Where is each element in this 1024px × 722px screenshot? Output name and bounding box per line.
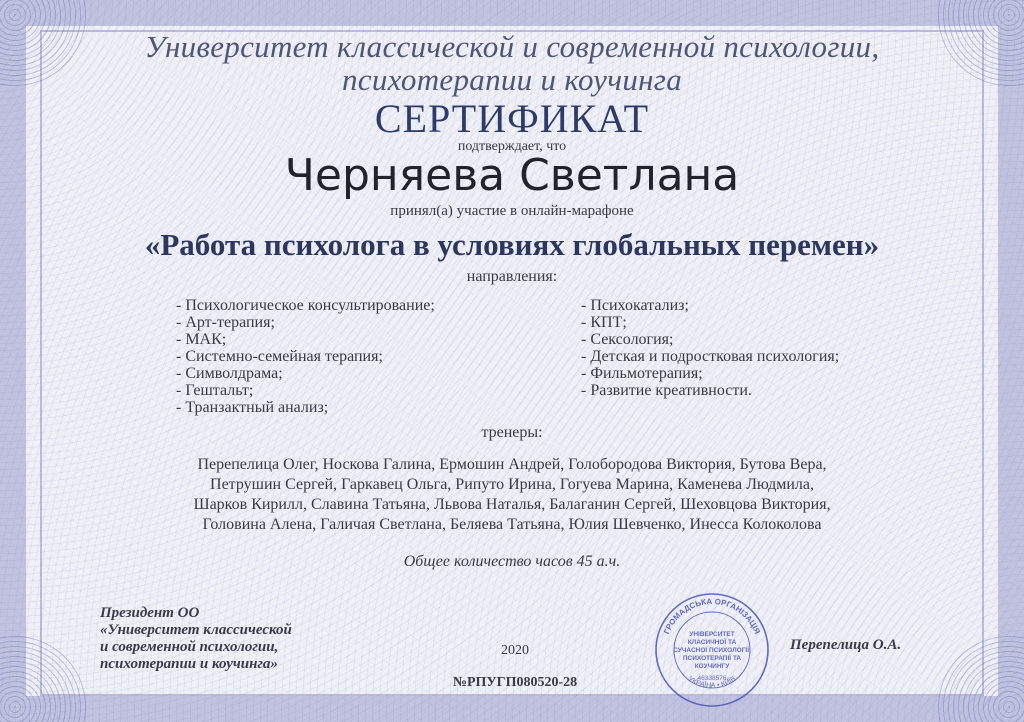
signer-name: Перепелица О.А.	[790, 637, 902, 653]
corner-ornament	[0, 632, 90, 722]
university-name	[0, 30, 1024, 96]
president-signature-block	[100, 605, 292, 673]
marathon-title: «Работа психолога в условиях глобальных перемен»	[144, 227, 880, 262]
trainers-line: Шарков Кирилл, Славина Татьяна, Львова Наталья, Балаганин Сергей, Шеховцова Виктория,	[193, 496, 831, 513]
president-line: «Университет классической	[100, 622, 292, 638]
direction-item: - Системно-семейная терапия;	[176, 348, 383, 365]
direction-item: - Символдрама;	[176, 365, 283, 382]
stamp-ring-text: ГРОМАДСЬКА ОРГАНІЗАЦІЯ	[662, 596, 762, 636]
total-hours: Общее количество часов 45 а.ч.	[403, 553, 621, 570]
direction-item: - Психокатализ;	[581, 297, 689, 314]
certificate-number: №РПУГП080520-28	[452, 675, 578, 690]
trainers-label: тренеры:	[481, 424, 543, 441]
trainers-list	[60, 455, 964, 535]
direction-item: - Арт-терапия;	[176, 314, 275, 331]
stamp-center-line: КЛАСИЧНОЇ ТА	[687, 639, 737, 646]
organization-stamp	[652, 590, 772, 710]
direction-item: - Фильмотерапия;	[581, 365, 703, 382]
directions-list-right	[581, 297, 839, 399]
certificate-title: СЕРТИФИКАТ	[374, 96, 650, 141]
directions-list-left	[176, 297, 435, 416]
stamp-code: 46338576	[697, 675, 727, 682]
trainers-line: Перепелица Олег, Носкова Галина, Ермошин Андрей, Голобородова Виктория, Бутова Вера,	[197, 456, 827, 473]
university-name-line: психотерапии и коучинга	[341, 62, 682, 97]
confirms-text: подтверждает, что	[457, 139, 567, 154]
direction-item: - Сексология;	[581, 331, 674, 348]
recipient-name: Черняева Светлана	[284, 150, 740, 201]
directions-label: направления:	[466, 268, 558, 285]
university-name-line: Университет классической и современной психологии,	[144, 29, 880, 64]
direction-item: - КПТ;	[581, 314, 627, 331]
stamp-bottom-text: УКРАЇНА • КИЇВ	[686, 675, 738, 690]
president-line: психотерапии и коучинга»	[100, 656, 278, 672]
direction-item: - Транзактный анализ;	[176, 399, 329, 416]
stamp-center-line: КОУЧИНГУ	[694, 663, 730, 670]
stamp-center-line: СУЧАСНОЇ ПСИХОЛОГІЇ,	[673, 647, 751, 654]
direction-item: - Психологическое консультирование;	[176, 297, 435, 314]
president-line: Президент ОО	[100, 605, 200, 621]
direction-item: - Гештальт;	[176, 382, 254, 399]
stamp-center-line: ПСИХОТЕРАПІЇ ТА	[682, 655, 742, 662]
president-line: и современной психологии,	[100, 639, 279, 655]
corner-ornament	[934, 632, 1024, 722]
direction-item: - МАК;	[176, 331, 227, 348]
direction-item: - Детская и подростковая психология;	[581, 348, 840, 365]
trainers-line: Петрушин Сергей, Гаркавец Ольга, Рипуто Ирина, Гогуева Марина, Каменева Людмила,	[210, 476, 814, 493]
trainers-line: Головина Алена, Галичая Светлана, Беляева Татьяна, Юлия Шевченко, Инесса Колоколова	[202, 516, 822, 533]
direction-item: - Развитие креативности.	[581, 382, 752, 399]
issue-year: 2020	[501, 643, 529, 658]
took-part-text: принял(а) участие в онлайн-марафоне	[390, 203, 634, 219]
stamp-center-line: УНІВЕРСИТЕТ	[689, 631, 735, 638]
